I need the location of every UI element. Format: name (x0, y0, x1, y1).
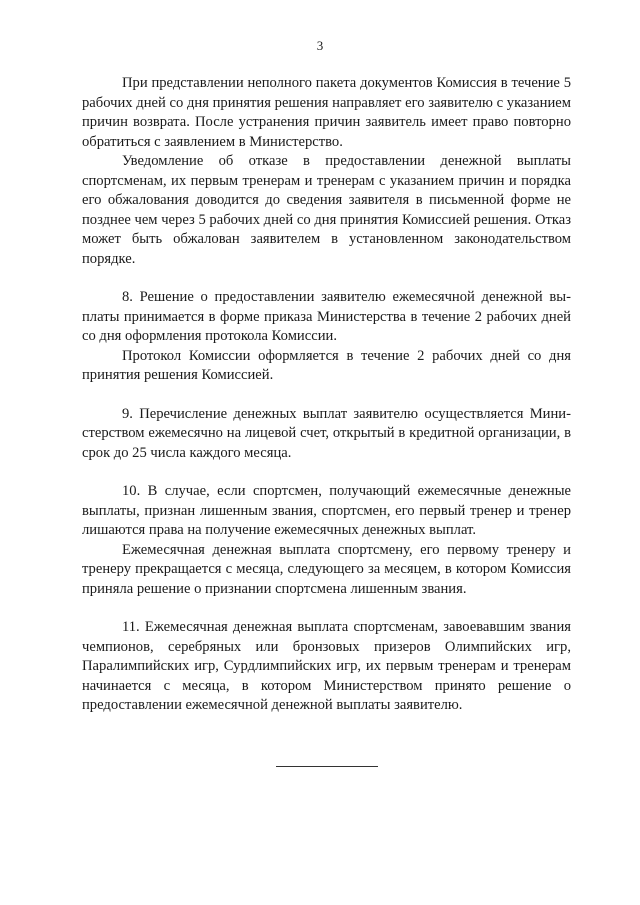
end-separator-line (276, 766, 378, 767)
paragraph-item-9: 9. Перечисление денежных выплат заявителю осуществляется Министерством ежемесячно на лицевой счет, открытый в кредитной организации, в срок до 25 числа каждого месяца. (82, 405, 571, 461)
paragraph-commission-protocol: Протокол Комиссии оформляется в течение 2 рабочих дней со дня принятия решения Комиссией. (82, 347, 571, 383)
paragraph-incomplete-package: При представлении неполного пакета документов Комиссия в течение 5 рабочих дней со дня принятия решения направляет его заявителю с указанием причин возврата. После устранения причин заявитель имеет право повторно обратиться с заявлением в Министерство. (82, 75, 571, 150)
document-body (82, 74, 571, 716)
paragraph-payment-termination: Ежемесячная денежная выплата спортсмену, его первому тренеру и тренеру прекращается с месяца, следующего за месяцем, в котором Комиссия приняла решение о признании спортсмена лишенным звания. (82, 541, 571, 597)
paragraph-refusal-notice: Уведомление об отказе в предоставлении денежной выплаты спортсменам, их первым тренерам и тренерам с указанием причин и порядка его обжалования доводится до сведения заявителя в письменной форме не позднее чем через 5 рабочих дней со дня принятия Комиссией решения. Отказ может быть обжалован заявителем в установленном законодательством порядке. (82, 153, 571, 267)
paragraph-item-11: 11. Ежемесячная денежная выплата спортсменам, завоевавшим звания чемпионов, серебряных или бронзовых призеров Олимпийских игр, Паралимпийских игр, Сурдлимпийских игр, их первым тренерам и тренерам начинается с месяца, в котором Министерством принято решение о предоставлении ежемесячной денежной выплаты заявителю. (82, 619, 571, 713)
paragraph-item-8: 8. Решение о предоставлении заявителю ежемесячной денежной выплаты принимается в форме приказа Министерства в течение 2 рабочих дней со дня оформления протокола Комиссии. (82, 289, 571, 344)
page-number: 3 (316, 38, 324, 53)
paragraph-item-10: 10. В случае, если спортсмен, получающий ежемесячные денежные выплаты, признан лишенным звания, спортсмен, его первый тренер и тренер лишаются права на получение ежемесячных денежных выплат. (82, 483, 571, 538)
